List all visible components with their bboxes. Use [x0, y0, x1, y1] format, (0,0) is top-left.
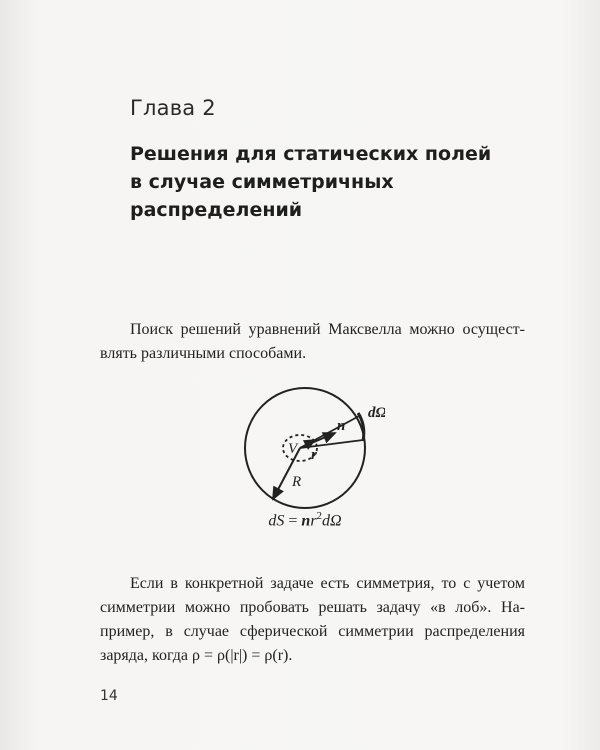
solid-angle-label: dΩ — [368, 405, 385, 421]
small-radius-label: r — [311, 447, 317, 463]
chapter-title-line: распределений — [130, 199, 303, 221]
volume-label: V — [288, 441, 298, 457]
paragraph-line: Поиск решений уравнений Максвелла можно осущест- — [130, 321, 525, 338]
paragraph-line: симметрии можно пробовать решать задачу «в лоб». На- — [100, 599, 525, 616]
chapter-title-line: Решения для статических полей — [130, 143, 492, 165]
caption-exp: 2 — [316, 510, 323, 522]
chapter-title — [130, 140, 510, 224]
intro-paragraph — [100, 318, 525, 366]
paragraph-line: пример, в случае сферической симметрии распределения — [100, 623, 525, 640]
caption-n: n — [301, 512, 311, 530]
figure-caption — [225, 510, 385, 530]
paragraph-line: Если в конкретной задаче есть симметрия, то с учетом — [130, 575, 525, 592]
sphere-figure — [225, 385, 385, 560]
caption-eq: = — [284, 512, 302, 530]
paragraph-line: заряда, когда ρ = ρ(|r|) = ρ(r). — [100, 647, 293, 664]
normal-label: n — [337, 418, 346, 434]
caption-r: r — [310, 512, 317, 530]
paragraph-line: влять различными способами. — [100, 345, 307, 362]
sphere-diagram — [225, 385, 385, 515]
page-number: 14 — [100, 688, 118, 704]
chapter-label: Глава 2 — [130, 96, 216, 120]
symmetry-paragraph — [100, 572, 525, 668]
chapter-title-line: в случае симметричных — [130, 171, 394, 193]
big-radius-label: R — [292, 474, 302, 490]
caption-domega: dΩ — [322, 512, 342, 530]
caption-lhs: dS — [268, 512, 285, 530]
